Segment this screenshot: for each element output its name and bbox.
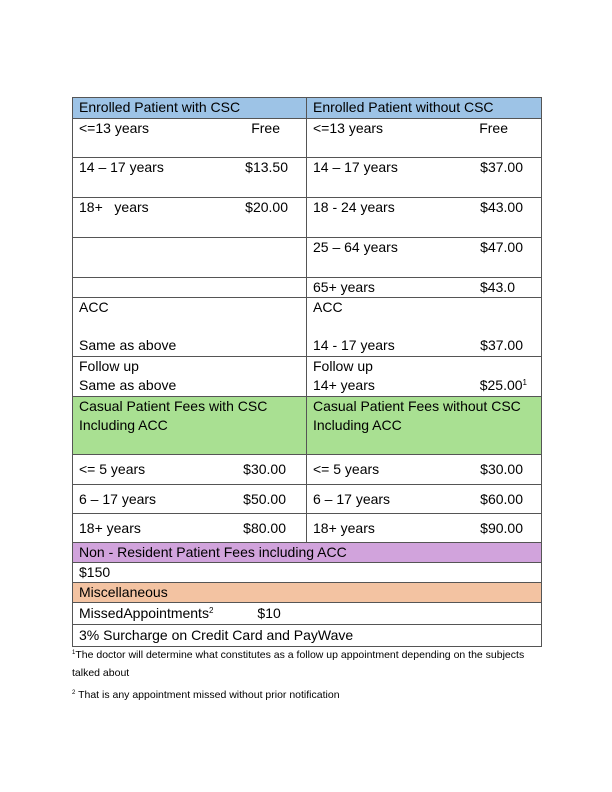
footnote-ref: 2 xyxy=(208,606,214,615)
non-resident-fee: $150 xyxy=(73,563,542,583)
followup-with-text: Same as above xyxy=(79,377,177,393)
fee-line xyxy=(79,460,300,479)
table-row xyxy=(73,625,542,647)
table-row xyxy=(73,563,542,583)
casual-with-csc-header: Casual Patient Fees with CSC Including ACC xyxy=(73,397,307,455)
table-row xyxy=(73,198,542,238)
misc-header-row xyxy=(73,583,542,603)
fee-line xyxy=(313,198,535,217)
footnote-2: $^2$ That is any appointment missed without prior notification xyxy=(72,689,340,701)
fee-line xyxy=(313,158,535,177)
table-row xyxy=(73,158,542,198)
fee-line xyxy=(79,158,300,177)
fee-line xyxy=(313,376,535,395)
fee-amount: $37.00 xyxy=(480,337,523,353)
non-resident-header-row xyxy=(73,543,542,563)
fee-amount: $13.50 xyxy=(245,159,288,175)
enrolled-with-csc-header: Enrolled Patient with CSC xyxy=(73,98,307,119)
followup-title: Follow up xyxy=(79,358,139,374)
table-row xyxy=(73,119,542,158)
table-row xyxy=(73,603,542,625)
followup-row xyxy=(73,357,542,397)
fee-line xyxy=(313,519,535,538)
fee-line xyxy=(313,278,535,297)
age-label: 18+ years xyxy=(313,519,375,536)
casual-without-csc-header: Casual Patient Fees without CSC Including ACC xyxy=(307,397,542,455)
fee-amount: $25.00$^1$ xyxy=(479,377,527,393)
empty-cell xyxy=(73,278,307,298)
empty-cell xyxy=(73,238,307,278)
fee-line xyxy=(313,119,535,138)
table-row xyxy=(73,278,542,298)
fee-line xyxy=(313,460,535,479)
enrolled-without-csc-header: Enrolled Patient without CSC xyxy=(307,98,542,119)
age-label: 6 – 17 years xyxy=(79,490,157,507)
age-label: <= 5 years xyxy=(79,461,146,477)
fee-amount: $10 xyxy=(257,605,281,621)
footnote-1: $^1$The doctor will determine what constitutes as a follow up appointment depending on the subjects talked about xyxy=(72,649,525,679)
followup-title: Follow up xyxy=(313,358,373,374)
misc-header: Miscellaneous xyxy=(73,583,542,603)
fee-line xyxy=(79,519,300,538)
fee-amount: $50.00 xyxy=(243,490,286,507)
fee-line xyxy=(313,238,535,257)
enrolled-header-row xyxy=(73,98,542,119)
age-label: 25 – 64 years xyxy=(313,239,398,255)
age-label: 18+ years xyxy=(79,199,149,215)
fee-amount: $30.00 xyxy=(480,461,523,477)
casual-header-row xyxy=(73,397,542,455)
fee-line xyxy=(79,490,300,509)
acc-title: ACC xyxy=(79,299,109,315)
fee-line xyxy=(79,198,300,217)
acc-row xyxy=(73,298,542,357)
fee-amount: $37.00 xyxy=(480,159,523,175)
fee-amount: $90.00 xyxy=(480,519,523,536)
fee-amount: Free xyxy=(479,120,508,136)
fee-amount: $43.0 xyxy=(479,279,515,295)
fee-line xyxy=(79,119,300,138)
fee-amount: $20.00 xyxy=(245,199,288,215)
age-label: 18 - 24 years xyxy=(313,199,395,215)
age-label: 65+ years xyxy=(313,279,375,295)
acc-with-text: Same as above xyxy=(79,337,177,353)
footnote-ref: 1 xyxy=(522,378,527,387)
age-label: 14 – 17 years xyxy=(313,159,398,175)
acc-title: ACC xyxy=(313,299,343,315)
fee-line xyxy=(313,490,535,509)
missed-appointments: MissedAppointments$^2$ $10 xyxy=(79,605,281,621)
fee-amount: $30.00 xyxy=(243,461,286,477)
fee-amount: $60.00 xyxy=(480,490,523,507)
age-label: <= 5 years xyxy=(313,461,380,477)
non-resident-header: Non - Resident Patient Fees including ACC xyxy=(73,543,542,563)
fee-amount: $43.00 xyxy=(480,199,523,215)
age-label: 18+ years xyxy=(79,519,141,536)
fee-table xyxy=(72,97,542,647)
age-label: <=13 years xyxy=(79,120,150,136)
table-row xyxy=(73,485,542,514)
age-label: 6 – 17 years xyxy=(313,490,391,507)
fee-line xyxy=(313,336,535,355)
table-row xyxy=(73,238,542,278)
fee-amount: $80.00 xyxy=(243,519,286,536)
table-row xyxy=(73,514,542,543)
age-label: 14 - 17 years xyxy=(313,337,395,353)
age-label: 14+ years xyxy=(313,377,375,393)
age-label: <=13 years xyxy=(313,120,384,136)
fee-amount: Free xyxy=(251,120,280,136)
age-label: 14 – 17 years xyxy=(79,159,164,175)
surcharge-note: 3% Surcharge on Credit Card and PayWave xyxy=(73,625,542,647)
table-row xyxy=(73,455,542,485)
fee-amount: $47.00 xyxy=(480,239,523,255)
